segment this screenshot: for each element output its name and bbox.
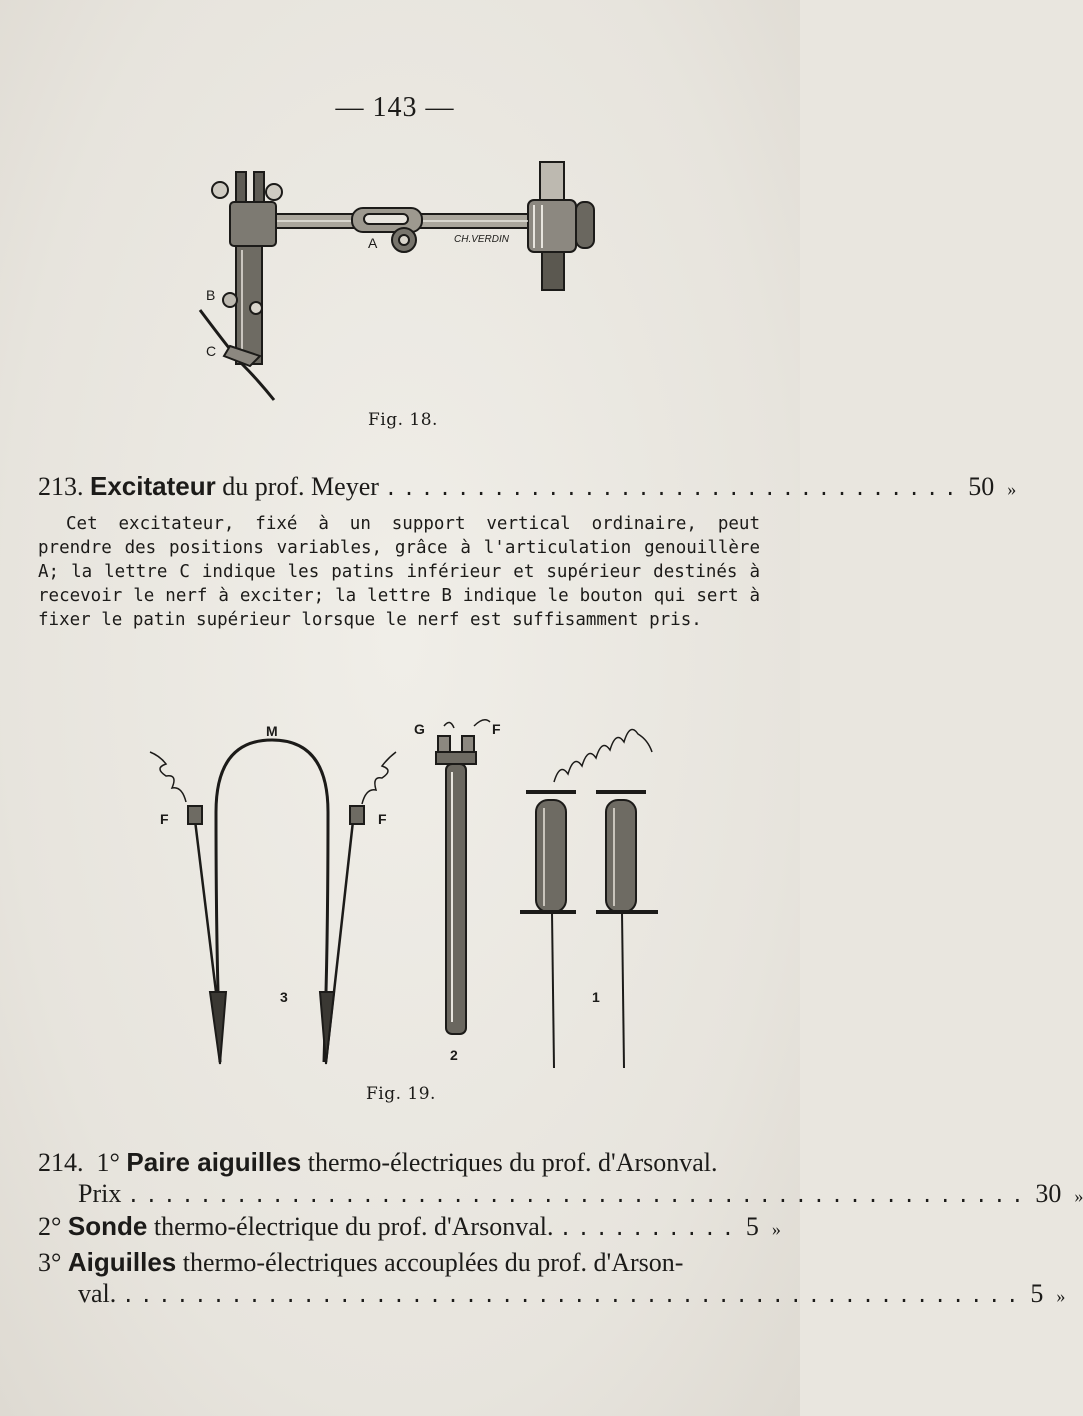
page-number: — 143 — bbox=[335, 92, 455, 123]
item-2-rest: thermo-électrique du prof. d'Arsonval. bbox=[153, 1212, 554, 1241]
item-1-price: 30 » bbox=[1035, 1179, 1083, 1208]
leader-dots: ................................ bbox=[384, 476, 963, 500]
item-2-name: Sonde bbox=[67, 1211, 148, 1241]
item-1-prefix: Prix bbox=[78, 1179, 122, 1208]
item-2-ordinal: 2° bbox=[38, 1212, 62, 1241]
label-f-top: F bbox=[492, 721, 501, 737]
figure-18-caption: Fig. 18. bbox=[368, 410, 438, 430]
label-b: B bbox=[206, 287, 216, 303]
item-1-rest: thermo-électriques du prof. d'Arsonval. bbox=[307, 1148, 718, 1177]
entry-214-item-3-price-line bbox=[78, 1278, 1066, 1312]
entry-213-price: 50 » bbox=[968, 472, 1017, 501]
entry-214-item-1-heading bbox=[38, 1146, 778, 1179]
label-g: G bbox=[414, 721, 425, 737]
entry-213-heading bbox=[38, 470, 1017, 505]
item-2-price: 5 » bbox=[745, 1212, 781, 1241]
label-2: 2 bbox=[450, 1047, 458, 1063]
entry-214-number: 214. bbox=[38, 1148, 84, 1177]
item-3-name: Aiguilles bbox=[67, 1247, 177, 1277]
label-3: 3 bbox=[280, 989, 288, 1005]
item-1-ordinal: 1° bbox=[96, 1148, 120, 1177]
item-3-rest: thermo-électriques accouplées du prof. d'Arson- bbox=[182, 1248, 684, 1277]
label-1: 1 bbox=[592, 989, 600, 1005]
entry-214-item-2 bbox=[38, 1210, 781, 1245]
figure-19-illustration bbox=[130, 712, 690, 1082]
leader-dots: .................................................. bbox=[122, 1283, 1025, 1307]
maker-mark: CH.VERDIN bbox=[454, 234, 510, 245]
item-3-cont: val. bbox=[78, 1279, 117, 1308]
label-f-left: F bbox=[160, 811, 169, 827]
label-c: C bbox=[206, 343, 217, 359]
leader-dots: .......... bbox=[559, 1216, 740, 1240]
entry-214-item-3-heading bbox=[38, 1246, 778, 1279]
entry-213-number: 213. bbox=[38, 472, 84, 501]
label-f-right: F bbox=[378, 811, 387, 827]
figure-18-illustration bbox=[190, 150, 610, 410]
entry-214-item-1-price-line bbox=[78, 1178, 1083, 1212]
entry-213-description: Cet excitateur, fixé à un support vertical ordinaire, peut prendre des positions variables, grâce à l'articulation genouillère A; la lettre C indique les patins inférieur et supérieur destinés à recevoir le nerf à exciter; la lettre B indique le bouton qui sert à fixer le patin supérieur lorsque le nerf est suffisamment pris. bbox=[38, 514, 760, 630]
entry-213-rest: du prof. Meyer bbox=[222, 472, 379, 501]
item-3-price: 5 » bbox=[1030, 1279, 1066, 1308]
item-1-name: Paire aiguilles bbox=[126, 1147, 302, 1177]
item-3-ordinal: 3° bbox=[38, 1248, 62, 1277]
entry-213-name: Excitateur bbox=[90, 471, 216, 501]
label-m: M bbox=[266, 723, 278, 739]
label-a: A bbox=[368, 235, 378, 251]
figure-19-caption: Fig. 19. bbox=[366, 1084, 436, 1104]
leader-dots: .................................................. bbox=[127, 1183, 1030, 1207]
